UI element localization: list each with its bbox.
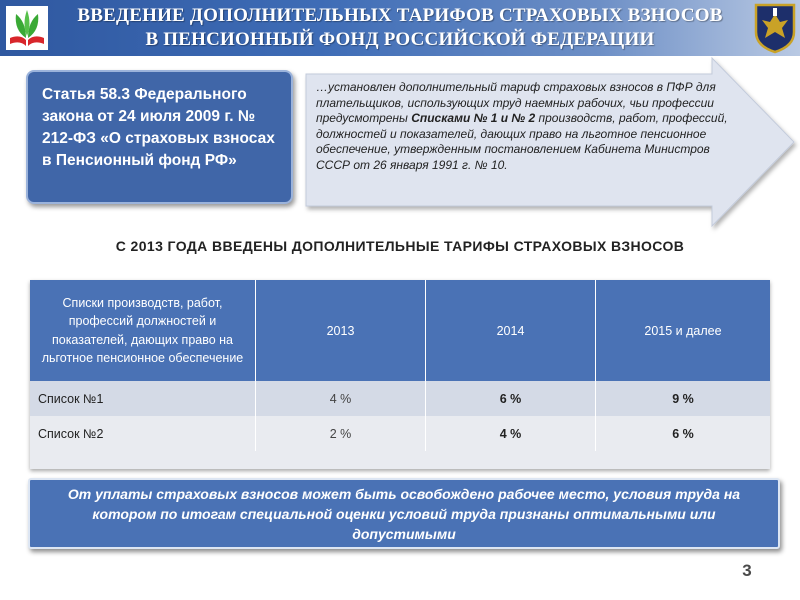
- title-line-1: ВВЕДЕНИЕ ДОПОЛНИТЕЛЬНЫХ ТАРИФОВ СТРАХОВЫХ ВЗНОСОВ: [77, 5, 723, 26]
- exemption-note-text: От уплаты страховых взносов может быть освобождено рабочее место, условия труда на котором по итогам специальной оценки условий труда признаны оптимальными или допустимыми: [67, 486, 741, 542]
- quote-text-rest: производств, работ, профессий, должностей и показателей, дающих право на льготное пенсионное обеспечение, утвержденным постановлением Кабинета Министров СССР от 26 января 1991 г. № 10.: [316, 111, 728, 172]
- eagle-shield-emblem-icon: [752, 2, 798, 54]
- book-leaves-logo-icon: [4, 4, 50, 52]
- rate-2013: 4 %: [256, 381, 426, 416]
- law-article-box: [26, 70, 293, 204]
- header-bar: [0, 0, 800, 56]
- page-number: 3: [742, 561, 752, 580]
- column-header-2013: 2013: [256, 280, 426, 381]
- row-name: Список №2: [30, 416, 256, 451]
- quote-text-lists: Списками № 1 и № 2: [411, 111, 536, 125]
- column-header-2014: 2014: [426, 280, 596, 381]
- page-title: [55, 4, 745, 52]
- tariff-table: [30, 280, 770, 469]
- row-name: Список №1: [30, 381, 256, 416]
- rate-2014: 4 %: [426, 416, 596, 451]
- column-header-2015: 2015 и далее: [596, 280, 770, 381]
- table-row: [30, 416, 770, 451]
- quote-text-intro: …установлен дополнительный тариф страховых взносов в ПФР для плательщиков, использующих труд наемных рабочих, чьи профессии предусмотрены: [316, 80, 716, 125]
- table-row: [30, 381, 770, 416]
- title-line-2: В ПЕНСИОННЫЙ ФОНД РОССИЙСКОЙ ФЕДЕРАЦИИ: [145, 29, 655, 50]
- rate-2015: 6 %: [672, 426, 694, 441]
- column-header-lists: Списки производств, работ, профессий должностей и показателей, дающих право на льготное пенсионное обеспечение: [30, 280, 256, 381]
- quote-text: [316, 80, 736, 173]
- rate-2013: 2 %: [256, 416, 426, 451]
- section-subtitle: С 2013 ГОДА ВВЕДЕНЫ ДОПОЛНИТЕЛЬНЫЕ ТАРИФЫ СТРАХОВЫХ ВЗНОСОВ: [115, 238, 685, 254]
- rate-2014: 6 %: [426, 381, 596, 416]
- law-article-text: Статья 58.3 Федерального закона от 24 июля 2009 г. № 212-ФЗ «О страховых взносах в Пенсионный фонд РФ»: [42, 86, 275, 169]
- exemption-note: [28, 478, 780, 549]
- rate-2015: 9 %: [672, 391, 694, 406]
